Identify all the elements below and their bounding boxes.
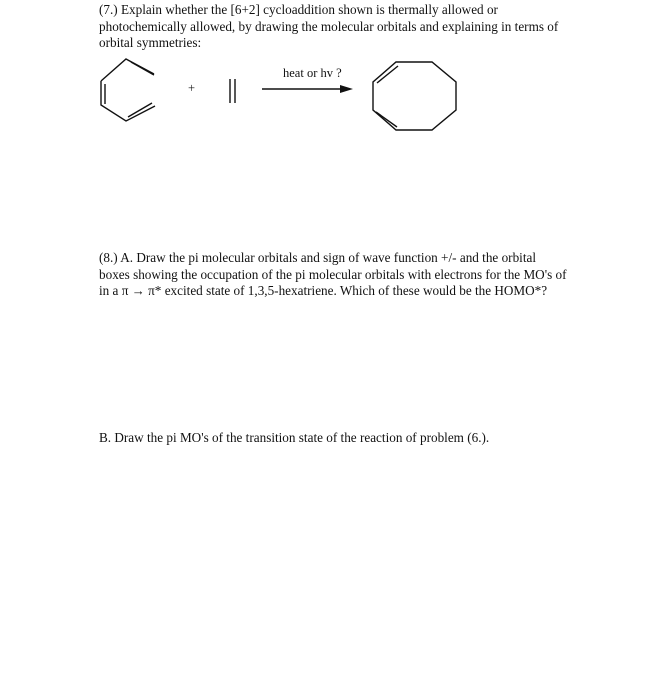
question-8a — [99, 250, 579, 300]
question-7-line-3: orbital symmetries: — [99, 35, 202, 50]
cyclooctadiene-product — [373, 62, 456, 130]
question-8a-line-2: boxes showing the occupation of the pi molecular orbitals with electrons for the MO's of — [99, 266, 567, 282]
question-8b — [99, 430, 579, 447]
arrow-label: heat or hv ? — [283, 66, 342, 80]
question-7-line-1: (7.) Explain whether the [6+2] cycloaddition shown is thermally allowed or — [99, 2, 498, 17]
reaction-arrow — [262, 85, 353, 93]
reaction-scheme — [0, 0, 667, 240]
question-7-line-2: photochemically allowed, by drawing the molecular orbitals and explaining in terms of — [99, 18, 559, 34]
question-8b-line: B. Draw the pi MO's of the transition state of the reaction of problem (6.). — [99, 430, 490, 445]
question-8a-line-1: (8.) A. Draw the pi molecular orbitals and sign of wave function +/- and the orbital — [99, 250, 537, 265]
triene-ring — [101, 59, 155, 121]
question-8a-line-3: in a π → π* excited state of 1,3,5-hexatriene. Which of these would be the HOMO*? — [99, 283, 548, 298]
ethylene — [230, 79, 235, 103]
plus-sign: + — [188, 81, 196, 95]
